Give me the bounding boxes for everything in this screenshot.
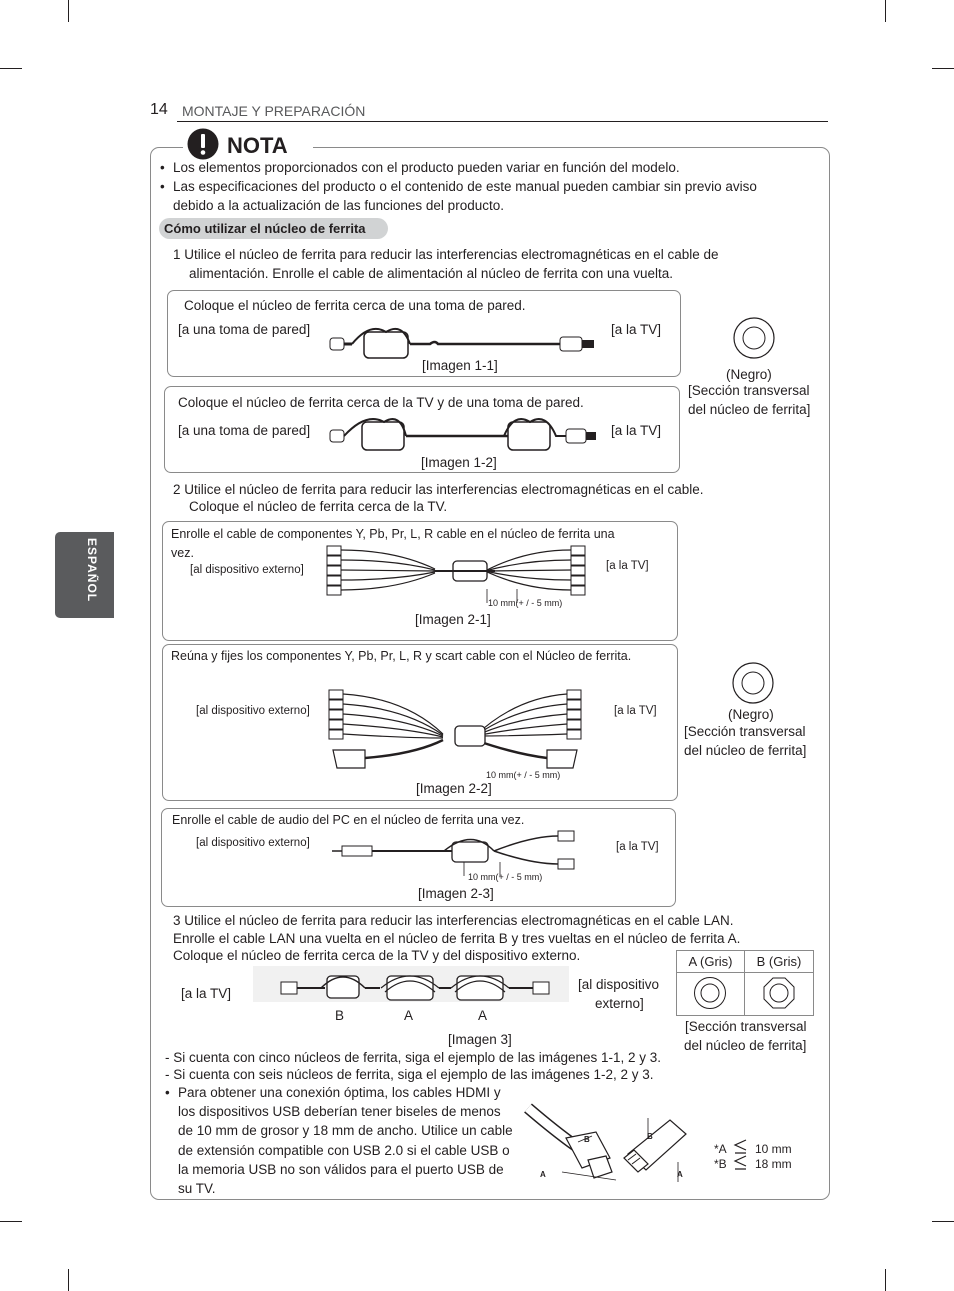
- usb-line: de extensión compatible con USB 2.0 si el cable USB o: [178, 1142, 510, 1158]
- fig21-caption1: Enrolle el cable de componentes Y, Pb, Pr, L, R cable en el núcleo de ferrita una: [171, 527, 615, 541]
- spec-b-label: *B: [714, 1157, 727, 1171]
- fig22-caption: Reúna y fijes los componentes Y, Pb, Pr, L, R y scart cable con el Núcleo de ferrita.: [171, 649, 632, 663]
- step1-line1: 1 Utilice el núcleo de ferrita para reducir las interferencias electromagnéticas en el cable de: [173, 247, 719, 262]
- warning-icon: [187, 128, 221, 160]
- step2-line2: Coloque el núcleo de ferrita cerca de la TV.: [189, 499, 448, 514]
- fig22-right: [a la TV]: [614, 705, 657, 717]
- bullet-dot: •: [165, 1085, 170, 1100]
- bullet-dot: •: [160, 160, 165, 175]
- spec-b-value: 18 mm: [755, 1157, 792, 1171]
- cross3-col-b: B (Gris): [744, 951, 813, 973]
- usb-label-a: A: [677, 1170, 683, 1179]
- bullet-text: Las especificaciones del producto o el contenido de este manual pueden cambiar sin previo aviso: [173, 179, 757, 194]
- step1-line2: alimentación. Enrolle el cable de alimentación al núcleo de ferrita con una vuelta.: [189, 266, 674, 281]
- fig23-left: [al dispositivo externo]: [196, 837, 310, 849]
- step3-line1: 3 Utilice el núcleo de ferrita para reducir las interferencias electromagnéticas en el cable LAN.: [173, 913, 734, 928]
- fig11-label: [Imagen 1-1]: [422, 358, 498, 373]
- usb-line: su TV.: [178, 1181, 216, 1197]
- fig3-label-a1: A: [404, 1008, 414, 1023]
- fig12-left: [a una toma de pared]: [178, 423, 311, 438]
- section-title: MONTAJE Y PREPARACIÓN: [182, 103, 366, 119]
- fig3-right2: externo]: [595, 996, 644, 1011]
- crop-mark: [0, 1221, 22, 1222]
- fig12-right: [a la TV]: [611, 423, 662, 438]
- lan-cable-illustration: [265, 968, 565, 1004]
- crop-mark: [885, 0, 886, 22]
- fig11-left: [a una toma de pared]: [178, 322, 311, 337]
- cross3-table: [676, 950, 814, 1016]
- page-number: 14: [150, 101, 168, 118]
- crop-mark: [932, 1221, 954, 1222]
- language-tab: [55, 532, 114, 618]
- fig12-caption: Coloque el núcleo de ferrita cerca de la TV y de una toma de pared.: [178, 395, 584, 410]
- fig21-caption2: vez.: [171, 546, 194, 560]
- fig23-dim: 10 mm(+ / - 5 mm): [468, 872, 543, 882]
- cross3-a-cell: [677, 973, 745, 1016]
- fig22-label: [Imagen 2-2]: [416, 781, 492, 796]
- fig22-left: [al dispositivo externo]: [196, 705, 310, 717]
- fig23-label: [Imagen 2-3]: [418, 886, 494, 901]
- fig3-left: [a la TV]: [181, 986, 232, 1001]
- fig21-label: [Imagen 2-1]: [415, 612, 491, 627]
- bullet-text: debido a la actualización de las funciones del producto.: [173, 198, 504, 213]
- hdmi-label-b: B: [584, 1135, 590, 1144]
- less-or-equal-icon: [733, 1138, 749, 1172]
- crop-mark: [68, 0, 69, 22]
- cross3-b-cell: [744, 973, 813, 1016]
- fig21-right: [a la TV]: [606, 560, 649, 572]
- cross2-line1: [Sección transversal: [684, 724, 806, 739]
- crop-mark: [68, 1269, 69, 1291]
- component-scart-cable-illustration: [325, 688, 590, 778]
- step2-line1: 2 Utilice el núcleo de ferrita para reducir las interferencias electromagnéticas en el cable.: [173, 482, 704, 497]
- dash-line-1: - Si cuenta con cinco núcleos de ferrita, siga el ejemplo de las imágenes 1-1, 2 y 3.: [165, 1050, 662, 1065]
- language-tab-label: ESPAÑOL: [85, 538, 99, 603]
- fig23-caption: Enrolle el cable de audio del PC en el núcleo de ferrita una vez.: [172, 813, 525, 827]
- fig22-dim: 10 mm(+ / - 5 mm): [486, 770, 561, 780]
- fig11-right: [a la TV]: [611, 322, 662, 337]
- cross3-line1: [Sección transversal: [685, 1019, 807, 1034]
- spec-a-value: 10 mm: [755, 1142, 792, 1156]
- note-title: NOTA: [227, 133, 288, 158]
- ferrite-heading: Cómo utilizar el núcleo de ferrita: [159, 218, 388, 239]
- fig21-left: [al dispositivo externo]: [190, 564, 304, 576]
- fig3-right1: [al dispositivo: [578, 977, 660, 992]
- cross1-line1: [Sección transversal: [688, 383, 810, 398]
- fig23-right: [a la TV]: [616, 841, 659, 853]
- step3-line3: Coloque el núcleo de ferrita cerca de la TV y del dispositivo externo.: [173, 948, 581, 963]
- header-rule: [177, 121, 828, 122]
- crop-mark: [0, 68, 22, 69]
- audio-cable-illustration: [332, 828, 587, 878]
- ferrite-a-icon: [693, 976, 727, 1010]
- usb-paragraph: [178, 1083, 518, 1198]
- usb-line: Para obtener una conexión óptima, los cables HDMI y: [178, 1085, 501, 1100]
- cross3-col-a: A (Gris): [677, 951, 745, 973]
- ferrite-cross-section-icon: [732, 662, 776, 706]
- cross3-line2: del núcleo de ferrita]: [684, 1038, 807, 1053]
- crop-mark: [885, 1269, 886, 1291]
- component-cable-illustration: [325, 543, 595, 603]
- usb-line: la memoria USB no son válidos para el puerto USB de: [178, 1161, 504, 1177]
- fig12-label: [Imagen 1-2]: [421, 455, 497, 470]
- fig3-label: [Imagen 3]: [448, 1032, 512, 1047]
- hdmi-label-a: A: [540, 1170, 546, 1179]
- cross2-line2: del núcleo de ferrita]: [684, 743, 807, 758]
- cross2-color: (Negro): [728, 707, 774, 722]
- usb-line: de 10 mm de grosor y 18 mm de ancho. Utilice un cable: [178, 1123, 513, 1139]
- ferrite-b-icon: [762, 976, 796, 1010]
- fig3-label-b: B: [335, 1008, 345, 1023]
- step3-line2: Enrolle el cable LAN una vuelta en el núcleo de ferrita B y tres vueltas en el núcleo de ferrita A.: [173, 931, 741, 946]
- fig21-dim: 10 mm(+ / - 5 mm): [488, 598, 563, 608]
- spec-a-label: *A: [714, 1142, 727, 1156]
- bullet-text: Los elementos proporcionados con el producto pueden variar en función del modelo.: [173, 160, 680, 175]
- ferrite-cross-section-icon: [733, 317, 777, 361]
- bullet-dot: •: [160, 179, 165, 194]
- power-cable-two-cores-illustration: [330, 410, 600, 455]
- usb-line: los dispositivos USB deberían tener biseles de menos: [178, 1104, 501, 1120]
- fig11-caption: Coloque el núcleo de ferrita cerca de una toma de pared.: [184, 298, 526, 313]
- fig3-label-a2: A: [478, 1008, 488, 1023]
- usb-label-b: B: [647, 1132, 653, 1141]
- crop-mark: [932, 68, 954, 69]
- dash-line-2: - Si cuenta con seis núcleos de ferrita, siga el ejemplo de las imágenes 1-2, 2 y 3.: [165, 1067, 654, 1082]
- cross1-color: (Negro): [726, 367, 772, 382]
- cross1-line2: del núcleo de ferrita]: [688, 402, 811, 417]
